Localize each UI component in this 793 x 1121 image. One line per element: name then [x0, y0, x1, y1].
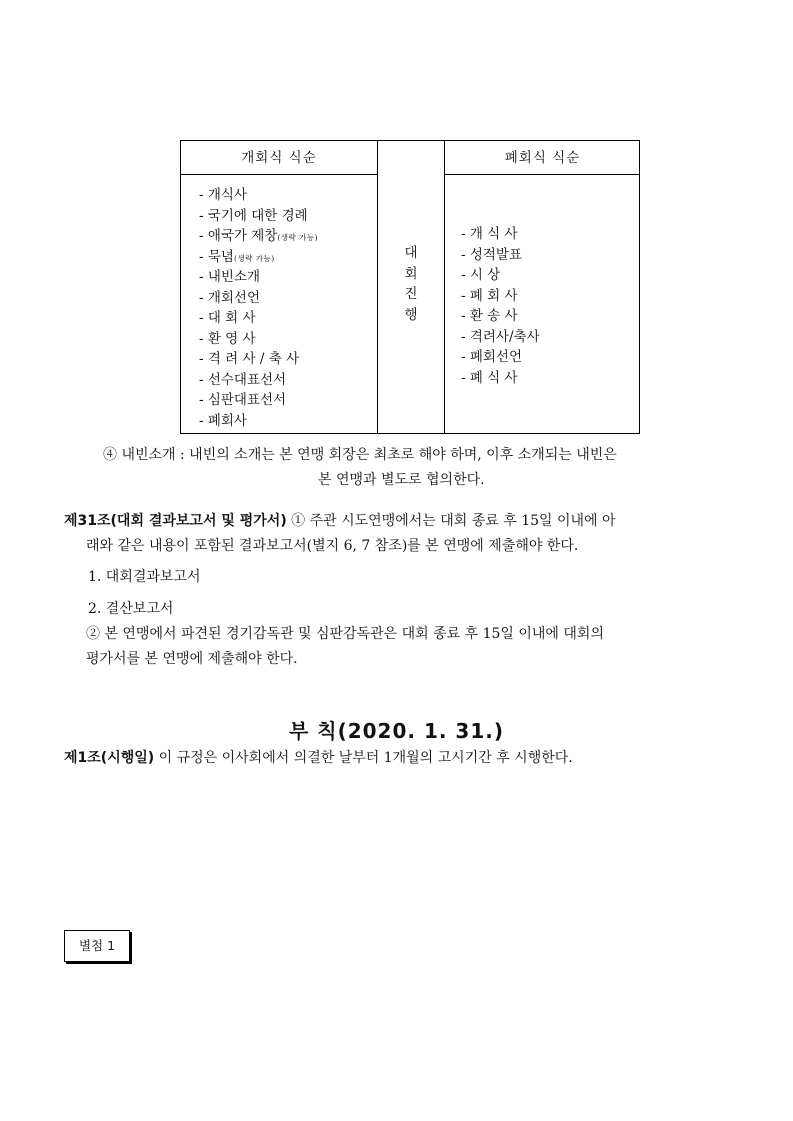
- opening-item-text: - 환 영 사: [199, 330, 256, 347]
- article31-title: 제31조(대회 결과보고서 및 평가서): [64, 513, 287, 529]
- closing-ceremony-column: [445, 141, 640, 433]
- supplementary-article1: [64, 747, 573, 769]
- opening-ceremony-item: [199, 267, 318, 288]
- opening-ceremony-column: [181, 141, 377, 433]
- closing-ceremony-item: - 폐 회 사: [461, 287, 518, 304]
- opening-item-text: - 애국가 제창: [199, 228, 278, 244]
- opening-ceremony-item: [199, 370, 318, 391]
- tournament-progress-char: 행: [404, 306, 418, 323]
- closing-ceremony-item: - 환 송 사: [461, 308, 518, 324]
- closing-ceremony-list: [461, 224, 540, 388]
- closing-ceremony-item: - 격려사/축사: [461, 328, 540, 345]
- tournament-progress-label: [378, 243, 444, 325]
- opening-item-text: - 심판대표선서: [199, 392, 287, 408]
- article31-line2: 래와 같은 내용이 포함된 결과보고서(별지 6, 7 참조)를 본 연맹에 제출해야 한다.: [86, 538, 579, 554]
- opening-item-text: - 개식사: [199, 187, 247, 203]
- tournament-progress-char: 회: [404, 265, 418, 282]
- closing-ceremony-header: 폐회식 식순: [445, 141, 640, 175]
- opening-item-text: - 묵념: [199, 248, 234, 265]
- opening-ceremony-item: [199, 247, 318, 268]
- opening-item-text: - 선수대표선서: [199, 371, 287, 388]
- closing-ceremony-item: - 시 상: [461, 267, 501, 283]
- tournament-progress-char: 대: [404, 245, 418, 261]
- opening-ceremony-item: [199, 206, 318, 227]
- article31-item1: 1. 대회결과보고서: [88, 569, 201, 585]
- article31-para2-line2: 평가서를 본 연맹에 제출해야 한다.: [86, 651, 298, 667]
- closing-ceremony-item: - 폐 식 사: [461, 369, 518, 386]
- opening-ceremony-item: [199, 308, 318, 329]
- opening-item-text: - 폐회사: [199, 412, 247, 429]
- opening-item-text: - 대 회 사: [199, 310, 256, 326]
- opening-ceremony-list: [199, 185, 318, 431]
- opening-item-text: - 격 려 사 / 축 사: [199, 351, 300, 367]
- tournament-progress-char: 진: [404, 286, 418, 302]
- article31-line1-text: ① 주관 시도연맹에서는 대회 종료 후 15일 이내에 아: [286, 513, 616, 529]
- tournament-progress-column: [377, 141, 445, 433]
- opening-ceremony-item: [199, 226, 318, 247]
- opening-item-note: (생략 가능): [277, 233, 319, 242]
- closing-ceremony-item: - 성적발표: [461, 246, 523, 263]
- opening-ceremony-item: [199, 185, 318, 206]
- opening-item-text: - 내빈소개: [199, 269, 261, 285]
- supplementary-heading: 부 칙(2020. 1. 31.): [288, 719, 504, 743]
- article31-para2-line1: ② 본 연맹에서 파견된 경기감독관 및 심판감독관은 대회 종료 후 15일 이내에 대회의: [86, 626, 604, 642]
- opening-item-text: - 국기에 대한 경례: [199, 207, 308, 224]
- ceremony-order-table: [180, 140, 640, 434]
- closing-ceremony-item: - 폐회선언: [461, 349, 523, 365]
- opening-ceremony-item: [199, 329, 318, 350]
- closing-ceremony-item: - 개 식 사: [461, 226, 518, 242]
- opening-item-note: (생략 가능): [233, 253, 275, 263]
- opening-ceremony-item: [199, 288, 318, 309]
- opening-ceremony-item: [199, 411, 318, 432]
- supplementary-article1-text: 이 규정은 이사회에서 의결한 날부터 1개월의 고시기간 후 시행한다.: [154, 750, 573, 766]
- article31-line1: [64, 510, 616, 532]
- note4-line2: 본 연맹과 별도로 협의한다.: [318, 472, 485, 488]
- article31-item2: 2. 결산보고서: [88, 601, 174, 617]
- opening-item-text: - 개회선언: [199, 289, 261, 306]
- opening-ceremony-item: [199, 349, 318, 370]
- attachment-label: 별첨 1: [64, 930, 130, 962]
- supplementary-article1-title: 제1조(시행일): [64, 750, 155, 766]
- note4-line1: ④ 내빈소개 : 내빈의 소개는 본 연맹 회장은 최초로 해야 하며, 이후 소개되는 내빈은: [103, 447, 617, 463]
- opening-ceremony-item: [199, 390, 318, 411]
- opening-ceremony-header: 개회식 식순: [181, 141, 377, 175]
